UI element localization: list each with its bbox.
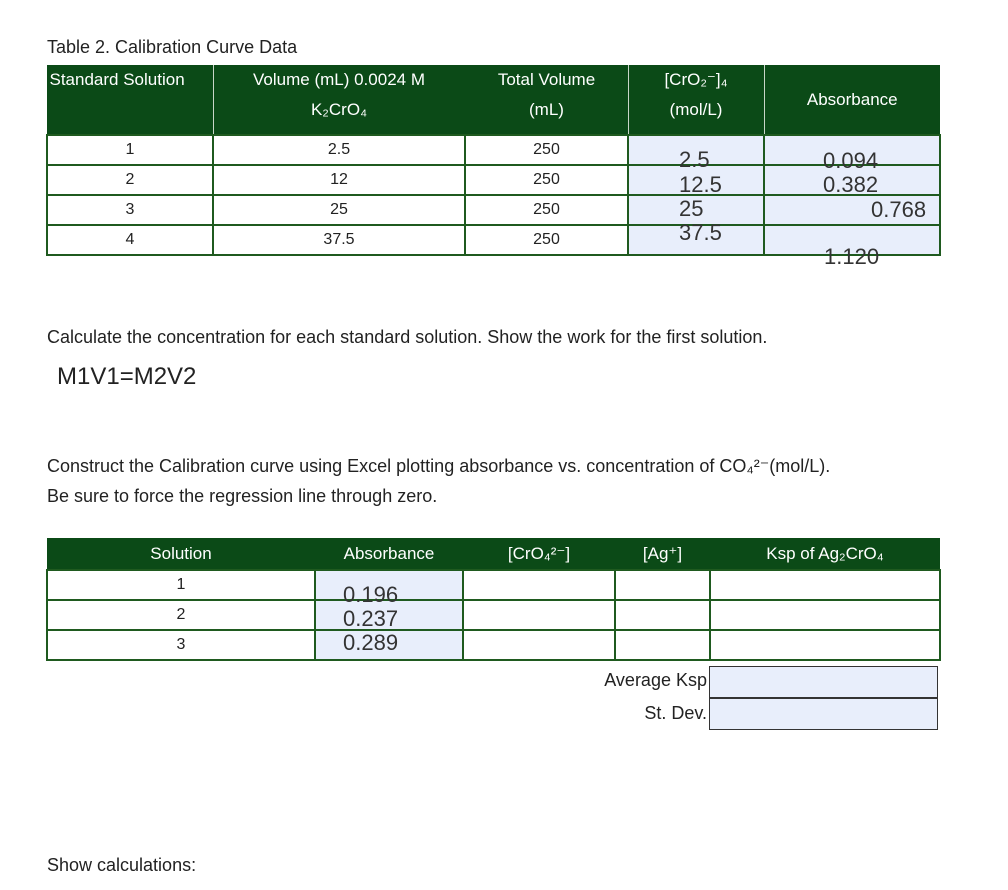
cell-ag[interactable] xyxy=(615,630,710,660)
header-total-volume: Total Volume (mL) xyxy=(465,65,628,135)
header-ksp: Ksp of Ag₂CrO₄ xyxy=(710,538,940,570)
cell-solution: 1 xyxy=(47,570,315,600)
question-calibration-curve xyxy=(47,451,830,511)
cell-ksp[interactable] xyxy=(710,600,940,630)
cell-std: 2 xyxy=(47,165,213,195)
cell-total: 250 xyxy=(465,225,628,255)
handwritten-abs-sol-3: 0.289 xyxy=(343,630,399,655)
cell-cro4[interactable] xyxy=(463,630,615,660)
handwritten-abs-4: 1.120 xyxy=(824,244,880,269)
cell-vol: 12 xyxy=(213,165,465,195)
header-absorbance: Absorbance xyxy=(764,65,940,135)
cell-vol: 25 xyxy=(213,195,465,225)
cell-std: 1 xyxy=(47,135,213,165)
cell-vol: 37.5 xyxy=(213,225,465,255)
cell-solution: 3 xyxy=(47,630,315,660)
handwritten-abs-3: 0.768 xyxy=(871,197,927,222)
handwritten-conc-2: 12.5 xyxy=(679,172,722,197)
handwritten-conc-3: 25 xyxy=(679,196,704,221)
average-ksp-label: Average Ksp xyxy=(604,670,707,690)
stdev-field[interactable] xyxy=(709,698,938,730)
cell-solution: 2 xyxy=(47,600,315,630)
table2-caption: Table 2. Calibration Curve Data xyxy=(47,37,298,57)
question-concentration: Calculate the concentration for each standard solution. Show the work for the first solution. xyxy=(47,327,768,347)
cell-cro4[interactable] xyxy=(463,600,615,630)
answer-formula: M1V1=M2V2 xyxy=(57,363,197,390)
handwritten-abs-sol-2: 0.237 xyxy=(343,606,399,631)
cell-ag[interactable] xyxy=(615,600,710,630)
cell-total: 250 xyxy=(465,135,628,165)
cell-ksp[interactable] xyxy=(710,570,940,600)
show-calculations-label: Show calculations: xyxy=(47,855,197,875)
header-concentration: [CrO₂⁻]₄ (mol/L) xyxy=(628,65,764,135)
cell-ag[interactable] xyxy=(615,570,710,600)
cell-std: 4 xyxy=(47,225,213,255)
handwritten-abs-1: 0.094 xyxy=(823,148,879,173)
header-absorbance: Absorbance xyxy=(315,538,463,570)
cell-ksp[interactable] xyxy=(710,630,940,660)
cell-total: 250 xyxy=(465,195,628,225)
stdev-label: St. Dev. xyxy=(644,703,707,723)
question2-line2: Be sure to force the regression line through zero. xyxy=(47,486,438,506)
header-volume: Volume (mL) 0.0024 M K₂CrO₄ xyxy=(213,65,465,135)
header-cro4: [CrO₄²⁻] xyxy=(463,538,615,570)
header-solution: Solution xyxy=(47,538,315,570)
question2-line1: Construct the Calibration curve using Excel plotting absorbance vs. concentration of CO₄²⁻(mol/L). xyxy=(47,456,831,476)
handwritten-conc-4: 37.5 xyxy=(679,220,722,245)
cell-std: 3 xyxy=(47,195,213,225)
cell-vol: 2.5 xyxy=(213,135,465,165)
handwritten-abs-sol-1: 0.196 xyxy=(343,582,399,607)
average-ksp-field[interactable] xyxy=(709,666,938,698)
ksp-table xyxy=(46,538,941,661)
header-ag: [Ag⁺] xyxy=(615,538,710,570)
handwritten-abs-2: 0.382 xyxy=(823,172,879,197)
handwritten-conc-1: 2.5 xyxy=(679,147,710,172)
header-standard-solution: Standard Solution xyxy=(47,65,213,135)
cell-cro4[interactable] xyxy=(463,570,615,600)
calibration-table xyxy=(46,65,941,256)
cell-total: 250 xyxy=(465,165,628,195)
